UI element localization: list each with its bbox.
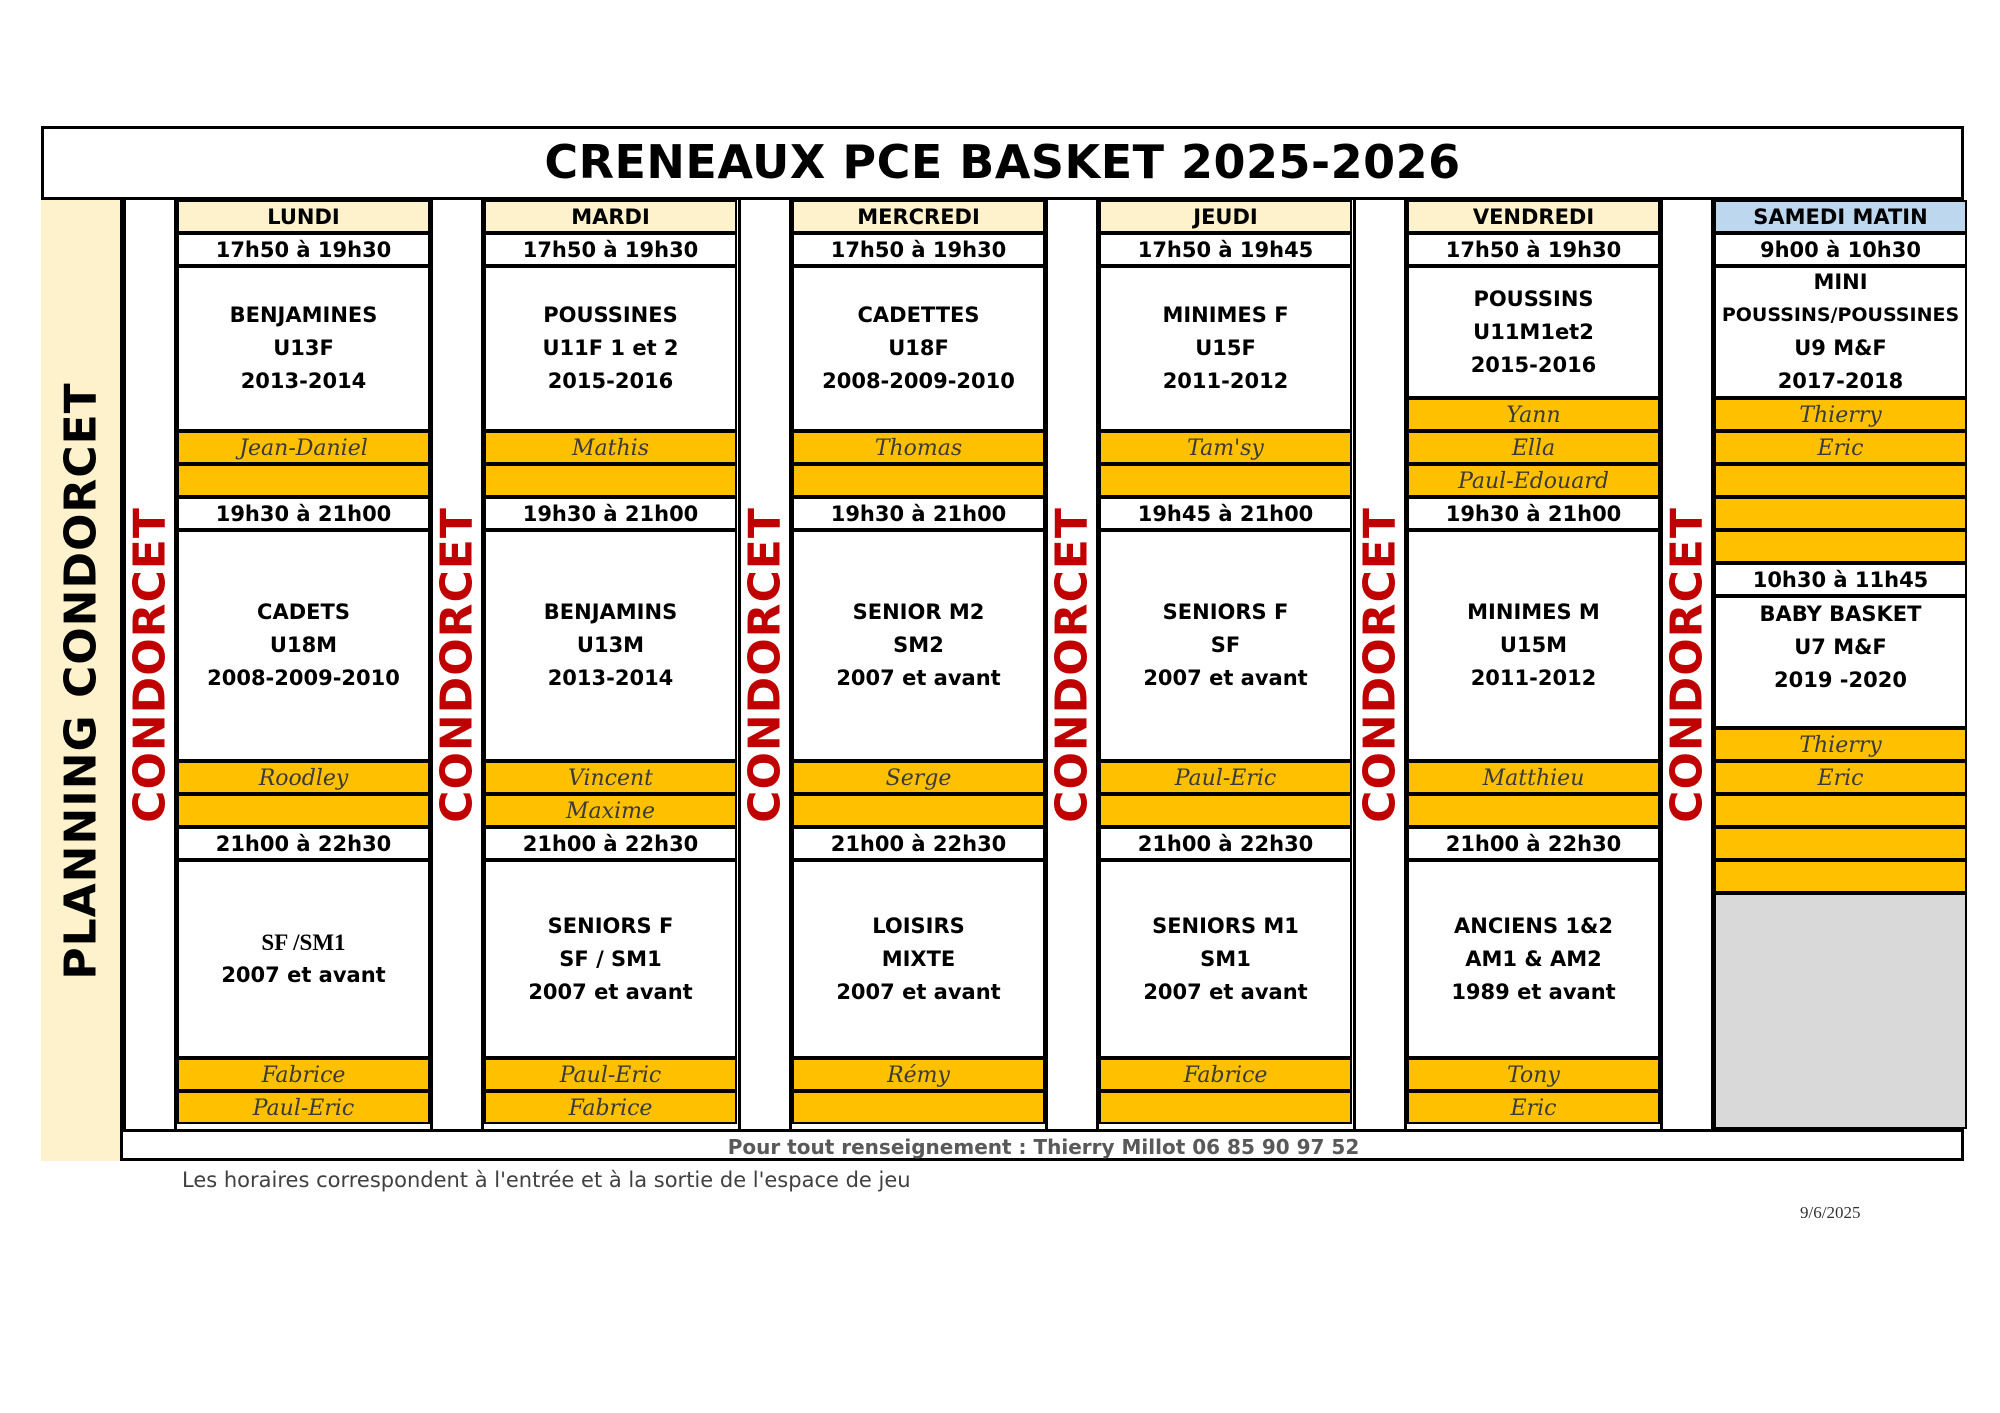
time-slot — [484, 233, 737, 266]
team-line: 2011-2012 — [1470, 666, 1597, 690]
venue-label: CONDORCET — [1046, 506, 1098, 823]
coach-row — [177, 431, 430, 464]
team-line: POUSSINS/POUSSINES — [1721, 304, 1960, 326]
time-slot — [177, 497, 430, 530]
coach-name: Eric — [1817, 766, 1864, 791]
team-line: MINIMES F — [1162, 303, 1289, 327]
coach-name: Fabrice — [261, 1063, 346, 1088]
coach-row — [177, 1058, 430, 1091]
venue-column — [123, 200, 177, 1129]
time-label: 19h45 à 21h00 — [1137, 501, 1314, 526]
time-label: 19h30 à 21h00 — [830, 501, 1007, 526]
time-slot — [1407, 233, 1660, 266]
team-line: MIXTE — [881, 946, 956, 971]
coach-name: Vincent — [567, 766, 654, 791]
team-line: U11F 1 et 2 — [542, 336, 679, 360]
coach-name: Serge — [885, 766, 952, 791]
team-line: U15M — [1499, 633, 1568, 657]
coach-name: Fabrice — [1183, 1063, 1268, 1088]
team-line: BENJAMINS — [543, 600, 678, 624]
time-slot — [177, 827, 430, 860]
coach-name: Eric — [1510, 1096, 1557, 1121]
coach-row — [1714, 398, 1967, 431]
team-line: SENIOR M2 — [852, 600, 985, 624]
team-line: SM2 — [893, 633, 944, 657]
time-label: 21h00 à 22h30 — [522, 831, 699, 856]
coach-row — [1407, 794, 1660, 827]
team-line: 2007 et avant — [836, 666, 1001, 690]
coach-name: Rémy — [887, 1063, 950, 1088]
team-line: U18M — [269, 633, 338, 657]
team-block — [1407, 860, 1660, 1058]
team-line: POUSSINS — [1473, 286, 1594, 311]
day-header — [484, 200, 737, 233]
coach-row — [1714, 431, 1967, 464]
team-line: U11M1et2 — [1473, 319, 1594, 344]
time-label: 21h00 à 22h30 — [215, 831, 392, 856]
team-line: LOISIRS — [872, 913, 965, 938]
coach-row — [792, 431, 1045, 464]
time-label: 17h50 à 19h30 — [830, 237, 1007, 262]
team-block — [177, 860, 430, 1058]
venue-column — [1660, 200, 1714, 1129]
time-slot — [1407, 827, 1660, 860]
venue-label: CONDORCET — [739, 506, 791, 823]
day-name: JEUDI — [1193, 204, 1258, 229]
hours-note: Les horaires correspondent à l'entrée et à la sortie de l'espace de jeu — [182, 1168, 911, 1192]
team-line: 2007 et avant — [836, 979, 1001, 1004]
time-label: 19h30 à 21h00 — [215, 501, 392, 526]
coach-row — [1714, 728, 1967, 761]
coach-name: Paul-Edouard — [1458, 469, 1609, 494]
coach-name: Tam'sy — [1187, 436, 1264, 461]
team-block — [484, 530, 737, 761]
coach-row — [484, 1091, 737, 1124]
venue-label: CONDORCET — [431, 506, 483, 823]
team-line: 2007 et avant — [1143, 666, 1308, 690]
coach-row — [792, 794, 1045, 827]
coach-name: Ella — [1511, 436, 1556, 461]
team-line: 2011-2012 — [1162, 369, 1289, 393]
time-label: 17h50 à 19h30 — [1445, 237, 1622, 262]
team-line: SF / SM1 — [559, 946, 662, 971]
coach-row — [792, 464, 1045, 497]
coach-row — [1099, 1091, 1352, 1124]
team-line: U15F — [1195, 336, 1256, 360]
day-header — [1099, 200, 1352, 233]
team-line: 2013-2014 — [240, 369, 367, 393]
day-name: MERCREDI — [857, 204, 980, 229]
coach-row — [1099, 431, 1352, 464]
coach-row — [1407, 1091, 1660, 1124]
coach-row — [177, 761, 430, 794]
team-line: 2008-2009-2010 — [207, 666, 400, 690]
team-block — [1407, 530, 1660, 761]
coach-row — [1407, 398, 1660, 431]
coach-name: Paul-Eric — [1174, 766, 1277, 791]
team-block — [792, 266, 1045, 431]
time-slot — [792, 497, 1045, 530]
team-block — [1099, 266, 1352, 431]
coach-name: Thierry — [1799, 733, 1882, 758]
time-label: 17h50 à 19h45 — [1137, 237, 1314, 262]
coach-row — [484, 794, 737, 827]
day-name: VENDREDI — [1472, 204, 1595, 229]
day-header — [792, 200, 1045, 233]
time-slot — [177, 233, 430, 266]
team-line: SF /SM1 — [261, 930, 346, 955]
day-name: MARDI — [571, 204, 650, 229]
team-line: 2013-2014 — [547, 666, 674, 690]
team-line: AM1 & AM2 — [1465, 946, 1602, 971]
coach-name: Maxime — [566, 799, 655, 824]
contact-footer: Pour tout renseignement : Thierry Millot 06 85 90 97 52 — [123, 1129, 1964, 1161]
coach-row — [1714, 860, 1967, 893]
coach-row — [484, 464, 737, 497]
coach-name: Paul-Eric — [559, 1063, 662, 1088]
team-line: SM1 — [1200, 946, 1251, 971]
day-header — [177, 200, 430, 233]
team-line: 2007 et avant — [528, 979, 693, 1004]
team-block — [1099, 860, 1352, 1058]
time-slot — [484, 497, 737, 530]
page-title: CRENEAUX PCE BASKET 2025-2026 — [41, 126, 1964, 200]
coach-row — [484, 761, 737, 794]
venue-column — [1353, 200, 1407, 1129]
team-line: ANCIENS 1&2 — [1454, 913, 1613, 938]
team-line: U7 M&F — [1794, 635, 1887, 659]
team-block — [1407, 266, 1660, 398]
team-line: POUSSINES — [543, 303, 678, 327]
team-block — [1714, 596, 1967, 728]
time-label: 17h50 à 19h30 — [215, 237, 392, 262]
day-header — [1407, 200, 1660, 233]
day-header — [1714, 200, 1967, 233]
team-line: SENIORS F — [1162, 600, 1289, 624]
time-slot — [1714, 563, 1967, 596]
venue-label: CONDORCET — [124, 506, 176, 823]
coach-name: Jean-Daniel — [239, 436, 368, 461]
coach-row — [1714, 794, 1967, 827]
coach-row — [177, 794, 430, 827]
empty-block — [1714, 893, 1967, 1129]
venue-label: CONDORCET — [1661, 506, 1713, 823]
coach-row — [792, 761, 1045, 794]
venue-label: CONDORCET — [1354, 506, 1406, 823]
coach-row — [1407, 464, 1660, 497]
team-line: 2015-2016 — [547, 369, 674, 393]
team-line: 2019 -2020 — [1774, 668, 1907, 692]
team-line: U9 M&F — [1794, 336, 1887, 360]
team-line: U18F — [888, 336, 949, 360]
coach-row — [1099, 1058, 1352, 1091]
time-slot — [792, 233, 1045, 266]
coach-row — [1099, 761, 1352, 794]
time-label: 21h00 à 22h30 — [1137, 831, 1314, 856]
team-block — [792, 860, 1045, 1058]
coach-row — [1714, 464, 1967, 497]
time-label: 19h30 à 21h00 — [522, 501, 699, 526]
coach-row — [792, 1091, 1045, 1124]
team-block — [1099, 530, 1352, 761]
team-block — [792, 530, 1045, 761]
time-slot — [1407, 497, 1660, 530]
team-line: MINIMES M — [1467, 600, 1600, 624]
venue-column — [738, 200, 792, 1129]
planning-label: PLANNING CONDORCET — [55, 381, 106, 980]
team-line: 2007 et avant — [1143, 979, 1308, 1004]
day-name: LUNDI — [267, 204, 340, 229]
team-block — [177, 530, 430, 761]
team-line: 2015-2016 — [1470, 352, 1597, 377]
time-slot — [792, 827, 1045, 860]
coach-name: Eric — [1817, 436, 1864, 461]
team-line: 2007 et avant — [221, 963, 386, 987]
time-slot — [1099, 827, 1352, 860]
coach-name: Roodley — [258, 766, 349, 791]
team-line: SENIORS F — [547, 913, 674, 938]
team-line: MINI — [1813, 270, 1868, 294]
time-slot — [1099, 233, 1352, 266]
day-name: SAMEDI MATIN — [1753, 204, 1928, 229]
coach-row — [1714, 827, 1967, 860]
planning-side-label — [41, 200, 123, 1161]
team-line: CADETS — [257, 600, 350, 624]
team-block — [177, 266, 430, 431]
coach-row — [177, 1091, 430, 1124]
coach-row — [1407, 431, 1660, 464]
coach-row — [177, 464, 430, 497]
time-slot — [1099, 497, 1352, 530]
team-block — [1714, 266, 1967, 398]
team-line: SF — [1210, 633, 1241, 657]
venue-column — [430, 200, 484, 1129]
team-block — [484, 266, 737, 431]
team-line: U13M — [576, 633, 645, 657]
time-slot — [1714, 233, 1967, 266]
time-label: 9h00 à 10h30 — [1760, 237, 1921, 262]
coach-row — [1099, 794, 1352, 827]
coach-name: Fabrice — [568, 1096, 653, 1121]
coach-name: Tony — [1507, 1063, 1560, 1088]
coach-row — [484, 1058, 737, 1091]
coach-name: Matthieu — [1482, 766, 1585, 791]
team-line: U13F — [273, 336, 334, 360]
team-line: BENJAMINES — [229, 303, 378, 327]
coach-row — [1407, 1058, 1660, 1091]
coach-name: Thomas — [874, 436, 963, 461]
team-block — [484, 860, 737, 1058]
coach-row — [1099, 464, 1352, 497]
team-line: BABY BASKET — [1759, 602, 1922, 626]
document-date: 9/6/2025 — [1800, 1203, 1861, 1222]
coach-name: Yann — [1506, 403, 1561, 428]
coach-row — [1714, 761, 1967, 794]
time-label: 17h50 à 19h30 — [522, 237, 699, 262]
team-line: 1989 et avant — [1451, 979, 1616, 1004]
coach-name: Thierry — [1799, 403, 1882, 428]
time-label: 19h30 à 21h00 — [1445, 501, 1622, 526]
team-line: 2017-2018 — [1777, 369, 1904, 393]
time-label: 10h30 à 11h45 — [1752, 567, 1929, 592]
team-line: CADETTES — [857, 303, 980, 327]
coach-row — [1407, 761, 1660, 794]
time-label: 21h00 à 22h30 — [1445, 831, 1622, 856]
time-label: 21h00 à 22h30 — [830, 831, 1007, 856]
coach-row — [484, 431, 737, 464]
venue-column — [1045, 200, 1099, 1129]
time-slot — [484, 827, 737, 860]
coach-name: Mathis — [572, 436, 649, 461]
coach-row — [1714, 497, 1967, 530]
coach-name: Paul-Eric — [252, 1096, 355, 1121]
team-line: SENIORS M1 — [1152, 913, 1299, 938]
team-line: 2008-2009-2010 — [822, 369, 1015, 393]
coach-row — [792, 1058, 1045, 1091]
coach-row — [1714, 530, 1967, 563]
